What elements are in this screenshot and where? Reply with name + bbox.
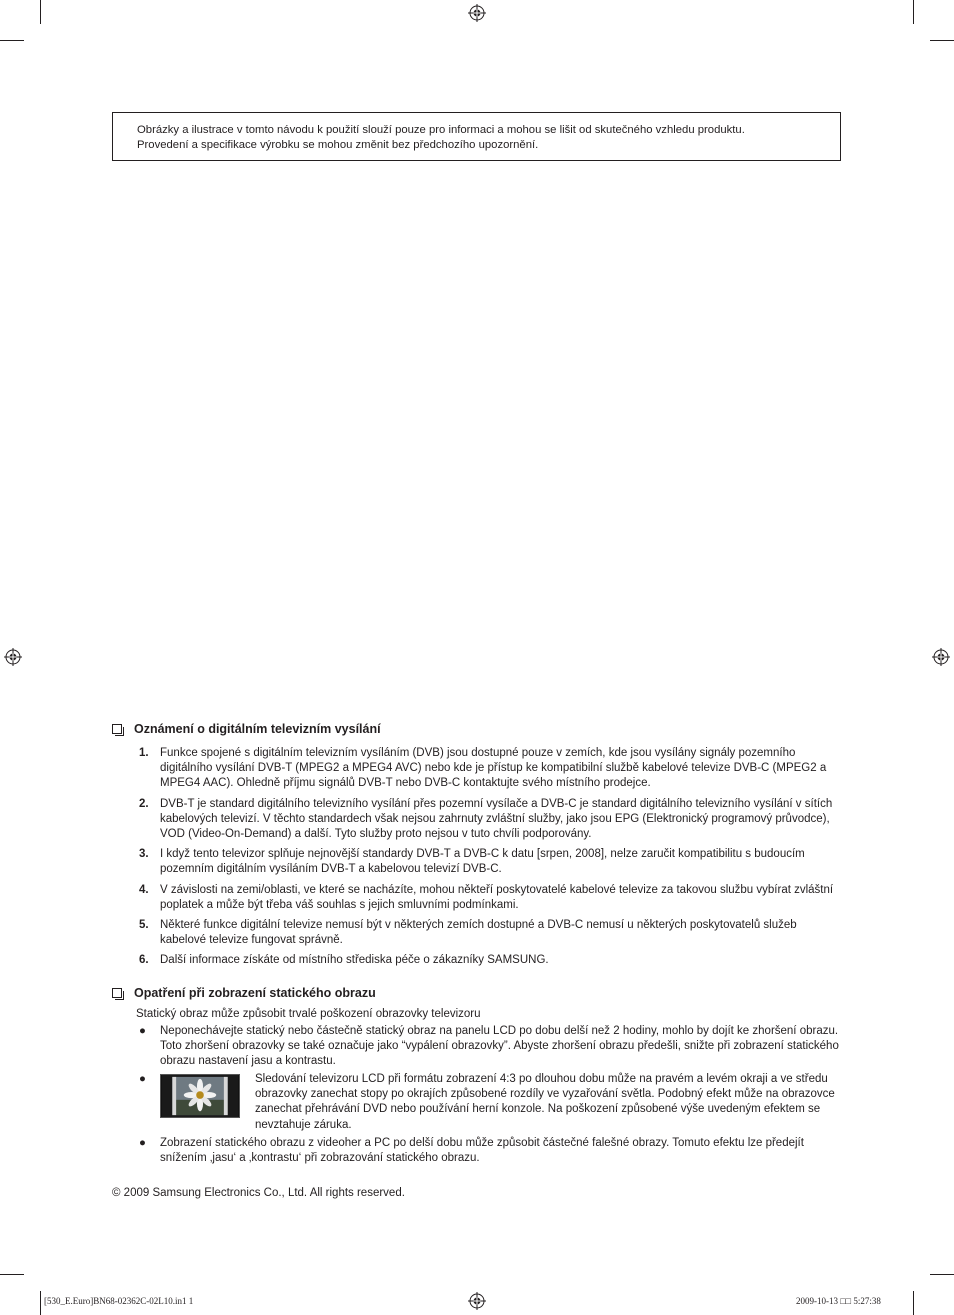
bullet-glyph: ● xyxy=(139,1073,146,1085)
registration-mark-icon xyxy=(468,1292,486,1310)
copyright-text: © 2009 Samsung Electronics Co., Ltd. All rights reserved. xyxy=(112,1187,405,1199)
list-text: I když tento televizor splňuje nejnovější standardy DVB-T a DVB-C k datu [srpen, 2008], nelze zaručit kompatibilitu s budoucím pozemním digitálním vysíláním DVB-T a kabelovou televizí DVB-C. xyxy=(160,848,805,876)
list-text: DVB-T je standard digitálního televizního vysílání přes pozemní vysílače a DVB-C je standard digitálního televizního vysílání v sítích kabelových televizí. V těchto standardech však nejsou zahrnuty zvláštní služby, jako jsou EPG (Elektronický programový průvodce), VOD (Video-On-Demand) a další. Tyto služby proto nejsou v tuto chvíli podporovány. xyxy=(160,797,833,841)
tv-4-3-flower-thumbnail-icon xyxy=(160,1074,240,1118)
list-text: Některé funkce digitální televize nemusí být v některých zemích dostupné a DVB-C nemusí u některých poskytovatelů služeb kabelové televize fungovat správně. xyxy=(160,919,797,947)
bullet-text: Neponechávejte statický nebo částečně statický obraz na panelu LCD po dobu delší než 2 hodiny, mohlo by dojít ke zhoršení obrazu. Toto zhoršení obrazovky se také označuje jako “vypálení obrazovky”. Abyste zhoršení obrazu předešli, snižte při zobrazení statického obrazu nastavení jasu a kontrastu. xyxy=(160,1025,839,1068)
list-item xyxy=(112,918,842,948)
crop-mark xyxy=(913,1291,914,1315)
registration-mark-icon xyxy=(468,4,486,22)
list-item xyxy=(112,797,842,843)
disclaimer-line: Provedení a specifikace výrobku se mohou změnit bez předchozího upozornění. xyxy=(137,139,539,151)
section-title-static xyxy=(112,986,376,1000)
crop-mark xyxy=(930,1274,954,1275)
bullet-glyph: ● xyxy=(139,1025,146,1037)
section-title-digital xyxy=(112,722,381,736)
list-text: Funkce spojené s digitálním televizním vysíláním (DVB) jsou dostupné pouze v zemích, kde jsou vysílány signály pozemního digitálního vysílání DVB-T (MPEG2 a MPEG4 AVC) nebo kde je přístup ke kompatibilní službě kabelové televize DVB-C (MPEG2 a MPEG4 AAC). Ohledně příjmu signálů DVB-T nebo DVB-C kontaktujte svého místního prodejce. xyxy=(160,747,827,790)
section-title-text: Oznámení o digitálním televizním vysílání xyxy=(134,722,381,736)
section-intro: Statický obraz může způsobit trvalé poškození obrazovky televizoru xyxy=(136,1008,481,1020)
crop-mark xyxy=(930,40,954,41)
crop-mark xyxy=(40,1291,41,1315)
list-item xyxy=(112,847,842,877)
bullet-item xyxy=(112,1072,842,1133)
print-slug-datetime: 2009-10-13 □□ 5:27:38 xyxy=(796,1296,881,1306)
registration-mark-icon xyxy=(932,648,950,666)
checkbox-square-icon xyxy=(112,988,122,998)
list-number: 2. xyxy=(139,797,149,810)
list-number: 5. xyxy=(139,919,149,932)
crop-mark xyxy=(40,0,41,24)
list-number: 1. xyxy=(139,747,149,759)
registration-mark-icon xyxy=(4,648,22,666)
bullet-glyph: ● xyxy=(139,1137,146,1149)
list-text: Další informace získáte od místního střediska péče o zákazníky SAMSUNG. xyxy=(160,954,549,967)
crop-mark xyxy=(0,1274,24,1275)
disclaimer-line: Obrázky a ilustrace v tomto návodu k použití slouží pouze pro informaci a mohou se lišit od skutečného vzhledu produktu. xyxy=(137,124,745,136)
print-slug-file: [530_E.Euro]BN68-02362C-02L10.in1 1 xyxy=(44,1296,194,1306)
list-item xyxy=(112,953,842,968)
section-title-text: Opatření při zobrazení statického obrazu xyxy=(134,986,376,1000)
list-item xyxy=(112,883,842,913)
list-item xyxy=(112,746,842,792)
list-number: 6. xyxy=(139,954,149,967)
bullet-text: Sledování televizoru LCD při formátu zobrazení 4:3 po dlouhou dobu může na pravém a levém okraji a ve středu obrazovky zanechat stopy po okrajích způsobené rozdíly ve vyzařování světla. Podobný efekt může na obrazovce zanechat přehrávání DVD nebo používání herní konzole. Na poškození způsobené výše uvedeným efektem se nevztahuje záruka. xyxy=(255,1073,835,1131)
list-number: 3. xyxy=(139,848,149,861)
bullet-text: Zobrazení statického obrazu z videoher a PC po delší dobu může způsobit částečné falešné obrazy. Tomuto efektu lze předejít snížením ‚jasu‘ a ‚kontrastu‘ při zobrazování statického obrazu. xyxy=(160,1137,804,1165)
bullet-item xyxy=(112,1136,842,1166)
checkbox-square-icon xyxy=(112,724,122,734)
crop-mark xyxy=(913,0,914,24)
disclaimer-box xyxy=(112,112,841,161)
crop-mark xyxy=(0,40,24,41)
bullet-item xyxy=(112,1024,842,1070)
digital-notice-list xyxy=(112,746,842,974)
list-text: V závislosti na zemi/oblasti, ve které se nacházíte, mohou někteří poskytovatelé kabelové televize za takovou službu vybírat zvláštní poplatek a může být třeba váš souhlas s jejich smluvními podmínkami. xyxy=(160,883,834,911)
list-number: 4. xyxy=(139,883,149,896)
